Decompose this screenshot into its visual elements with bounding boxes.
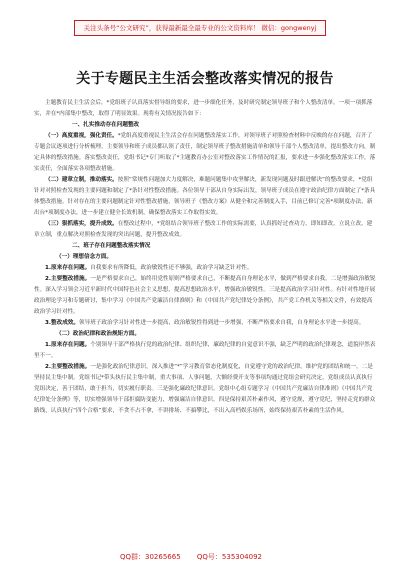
header-banner: 关注头条号“公文研究”，获得最新最全最专业的公文资料库！ 微信：gongwenyj: [74, 20, 326, 36]
paragraph-text: 一是严格要求自己，始终用党性原则严格要求自己，不断提高自身理论水平，做到严格要求自我。二是增强政治敏锐性。深入学习领会习近平新时代中国特色社会主义思想，提高思想政治水平，增强政治敏锐性。三是提高政治学习针对性。有针对性地开展政治理论学习和专题研讨，集中学习《中国共产党廉洁自律准则》和《中国共产党纪律处分条例》，共产党工作机关等相关文件，有效提高政治学习针对性。: [34, 276, 376, 315]
paragraph-lead: （一）高度重视，强化责任。: [45, 133, 118, 139]
body-paragraph: [34, 175, 376, 219]
paragraph-text: 领导班子政治学习针对性进一步提高，政治敏锐性得到进一步增强，不断严格要求自我，自身理论水平进一步提高。: [79, 320, 365, 326]
paragraph-lead: 1.原来存在问题。: [45, 265, 91, 271]
body-paragraph: [34, 318, 376, 329]
document-title: 关于专题民主生活会整改落实情况的报告: [76, 71, 334, 87]
paragraph-lead: （二）建章立制，推动落实。: [45, 177, 118, 183]
paragraph-lead: 3.整改成效。: [45, 320, 79, 326]
section-heading: 二、班子存在问题整改落实情况: [72, 243, 151, 249]
paragraph-lead: 1.原来存在问题。: [45, 342, 91, 348]
subsection-heading: （二）政治纪律和政治规矩方面。: [56, 331, 140, 337]
paragraph-text: 个别领导干部严格执行党的政治纪律、组织纪律，廉政纪律的自觉意识不强，缺乏严明的政治纪律观念，道貌岸然表里不一。: [34, 342, 376, 359]
body-paragraph: [34, 98, 376, 120]
paragraph-text: 主题教育民主生活会后，*党组班子认真落实督导组的要求，进一步细化任务，及时研究制定领导班子和个人整改清单。一项一项抓落实，并在*内部集中整改，取得了明显效果。现将有关情况报告如下：: [34, 100, 373, 117]
body-paragraph: [34, 219, 376, 241]
footer-qq: QQ号：535304092: [196, 553, 262, 561]
document-body: [34, 98, 376, 417]
body-paragraph: [34, 131, 376, 175]
paragraph-text: 一是强化政治纪律意识，深入推进“*”学习教育常态化制度化，自觉遵守党的政治纪律，维护党的团结和统一。二是坚持民主集中制。党组书记*带头执行民主集中制，重大事项、人事问题，大额经费开支等事项均通过党组会研究决定，党组成员认真执行党组决定，善于团结，敢于担当，切实履行职责。三是强化廉政纪律意识。党组中心组专题学习《中国共产党廉洁自律准则》《中国共产党纪律处分条例》等，切实增强领导干部拒腐防变能力，增强廉洁自律意识。四是保持艰苦朴素作风，遵守党规，遵守党纪，坚持走党的群众路线，认真执行“四个合格”要求，不贪不占不拿，不讲排场、不搞攀比，不出入高档娱乐场所，始终保持艰苦朴素的生活作风。: [34, 364, 376, 414]
paragraph-text: 在整改过程中，*党组结合领导班子整改工作的实际需要，认真抓好过查功力，即知即改，立说立改，建章立制，重点解决对照检查发现的突出问题，提升整改成效。: [34, 221, 373, 238]
paragraph-text: 自我要求有所降低，政治敏锐性还不够强，政治学习缺乏针对性。: [90, 265, 253, 271]
section-heading: 一、扎实推动存在问题整改: [72, 122, 140, 128]
body-paragraph: [34, 362, 376, 417]
subsection-heading: （一）理想信念方面。: [56, 254, 112, 260]
body-paragraph: [34, 274, 376, 318]
footer-qq-group: QQ群：30265665: [120, 553, 181, 561]
body-paragraph: [34, 263, 376, 274]
footer-contact: [120, 552, 290, 562]
paragraph-lead: 2.主要整改措施。: [45, 364, 91, 370]
paragraph-text: *党组高度重视民主生活会存在问题整改落实工作，对领导班子对照检查材料中反映的存在问题，召开了专题会议逐项进行分析梳理，主要领导和班子成员都认领了责任，制定领导班子整改措施清单和领导干部个人整改清单，提出整改方向，制定具体的整改措施。落实整改责任，党组书记*专门听取了*主题教育办公室对整改落实工作情况的汇报，要求进一步强化整改落实工作，落实责任，全面落实各项整改措施。: [34, 133, 376, 172]
paragraph-text: 按照“常规性问题加大力度解决，难题问题集中攻坚解决，新发现问题及时跟进解决”的整改要求，*党组针对对照检查发现的主要问题和制定了*条针对性整改措施。各位领导干部从自身实际出发，领导班子成员在遵守政治纪律方面制定了*条具体整改措施。针对存在的主要问题制定针对性整改措施，领导班子《整改方案》从健全和完善制度入手，目前已修订完善*项制度办法，新出台*项制度办法，进一步建立健全长效机制，确保整改落实工作取得实效。: [34, 177, 376, 216]
paragraph-lead: 2.主要整改措施。: [45, 276, 91, 282]
paragraph-lead: （三）狠抓落实，提升成效。: [45, 221, 118, 227]
body-paragraph: [34, 340, 376, 362]
